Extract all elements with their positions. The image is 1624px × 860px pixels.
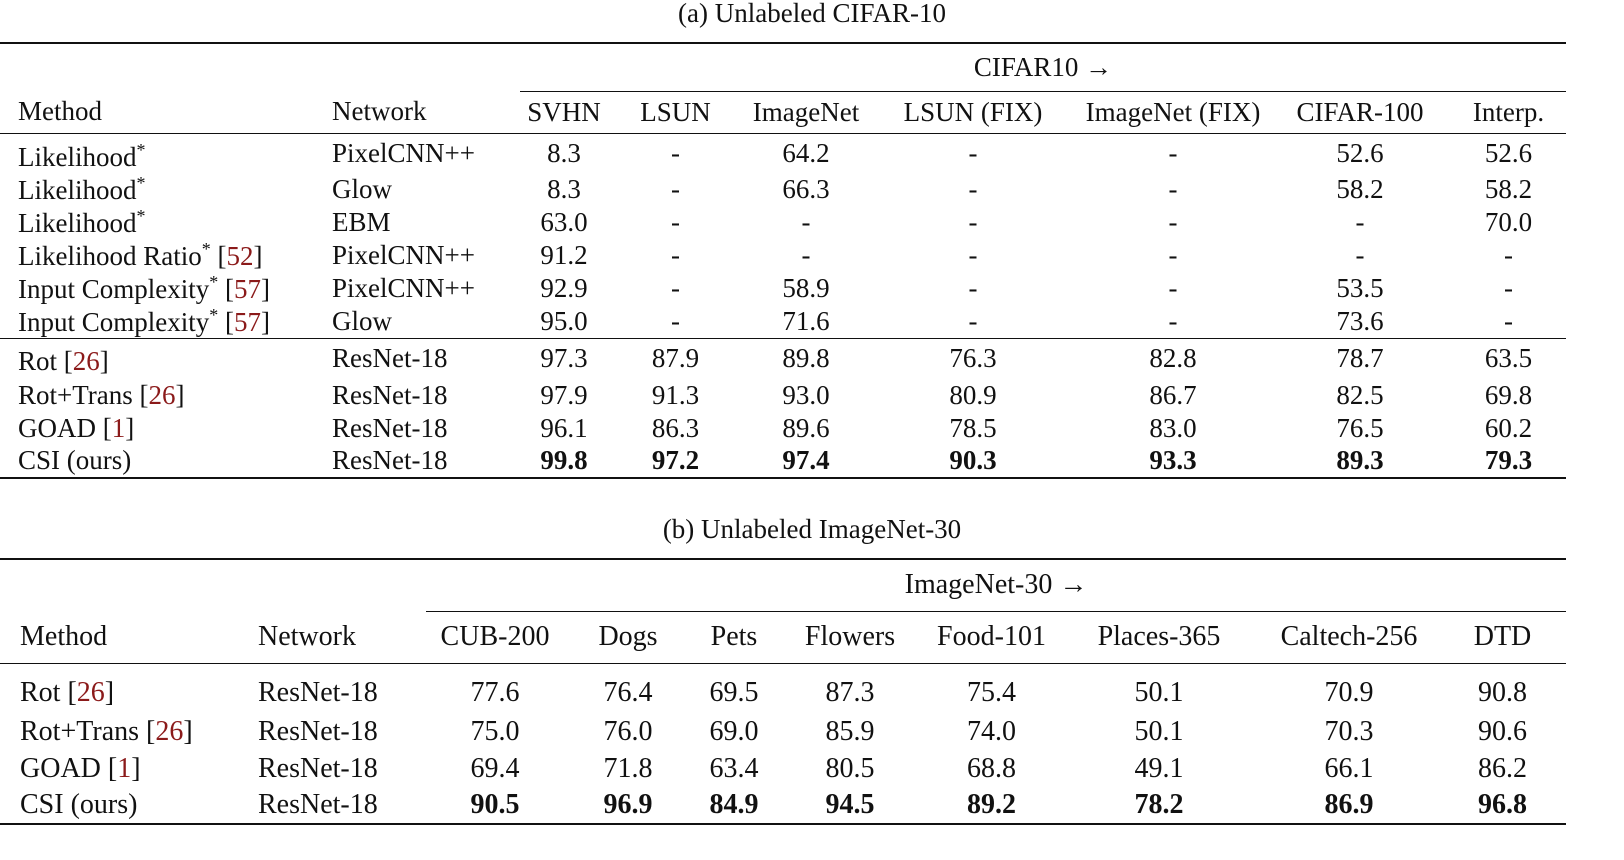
method-name: GOAD: [20, 752, 101, 784]
column-header: Network: [332, 96, 427, 127]
table-row: [0, 412, 1566, 445]
value-cell: 79.3: [1484, 445, 1533, 475]
value-cell: -: [1504, 240, 1513, 270]
value-cell: -: [1504, 306, 1513, 336]
value-cell: 94.5: [825, 789, 875, 820]
method-name: Rot: [18, 346, 58, 377]
method-cell: [0, 445, 332, 478]
value-cell: -: [1168, 306, 1178, 336]
value-cell: 78.2: [1134, 789, 1184, 820]
value-cell: 99.8: [540, 445, 588, 475]
method-cell: Likelihood Ratio* [52]: [18, 239, 263, 271]
value-cell: -: [968, 174, 978, 204]
network-cell: ResNet-18: [258, 752, 378, 784]
table-row: [0, 379, 1566, 412]
citation-ref: 52: [226, 241, 254, 271]
value-cell: 66.1: [1324, 752, 1374, 784]
table-b-caption: (b) Unlabeled ImageNet-30: [662, 514, 962, 544]
value-cell: 60.2: [1484, 412, 1533, 443]
value-cell: 49.1: [1134, 752, 1184, 784]
method-cell: Rot+Trans [26]: [18, 379, 185, 410]
column-header: Caltech-256: [1280, 621, 1418, 652]
column-header: Method: [20, 620, 108, 652]
table-row: [0, 713, 1566, 750]
column-header: DTD: [1473, 621, 1532, 652]
table-row: [0, 305, 1566, 339]
value-cell: 95.0: [540, 306, 588, 336]
value-cell: 58.2: [1336, 174, 1384, 204]
citation-ref: 57: [234, 274, 261, 304]
table-row: [0, 272, 1566, 305]
value-cell: 70.0: [1484, 207, 1533, 237]
value-cell: -: [968, 306, 978, 336]
value-cell: 86.2: [1478, 752, 1527, 784]
citation-ref: 57: [234, 307, 261, 337]
table-a: [0, 42, 1566, 479]
value-cell: -: [1168, 273, 1178, 303]
value-cell: 86.9: [1324, 789, 1374, 820]
table-row: [0, 173, 1566, 206]
value-cell: 92.9: [540, 273, 588, 303]
method-cell: GOAD [1]: [20, 752, 141, 784]
network-cell: ResNet-18: [332, 379, 448, 410]
value-cell: 97.2: [651, 445, 700, 475]
value-cell: 93.0: [782, 379, 830, 410]
column-header: Network: [258, 620, 356, 652]
value-cell: 89.3: [1336, 445, 1384, 475]
value-cell: 78.7: [1336, 343, 1384, 374]
value-cell: 71.6: [782, 306, 830, 336]
value-cell: 82.8: [1149, 343, 1197, 374]
citation-ref: 1: [117, 752, 132, 784]
value-cell: -: [671, 273, 680, 303]
table-row: [0, 787, 1566, 824]
method-star: *: [136, 173, 146, 193]
network-cell: ResNet-18: [258, 715, 378, 747]
method-star: *: [209, 272, 219, 292]
network-cell: Glow: [332, 174, 392, 204]
column-header: Dogs: [598, 621, 658, 652]
citation-ref: 26: [76, 677, 105, 709]
value-cell: 97.9: [540, 379, 588, 410]
value-cell: -: [671, 207, 680, 237]
value-cell: 69.5: [709, 677, 759, 709]
value-cell: 90.8: [1478, 677, 1527, 709]
value-cell: 76.4: [603, 677, 653, 709]
value-cell: 89.8: [782, 343, 830, 374]
value-cell: 90.5: [470, 789, 520, 820]
value-cell: 80.5: [825, 752, 875, 784]
method-cell: [0, 787, 238, 824]
method-cell: [0, 206, 332, 239]
value-cell: 77.6: [470, 677, 520, 709]
value-cell: 8.3: [547, 137, 581, 168]
table-b: [0, 558, 1566, 825]
value-cell: -: [968, 240, 978, 270]
value-cell: -: [671, 137, 680, 168]
column-header: ImageNet (FIX): [1085, 96, 1261, 127]
value-cell: 76.5: [1336, 412, 1384, 443]
network-cell: EBM: [332, 207, 391, 237]
value-cell: 89.2: [967, 789, 1016, 820]
method-name: Rot+Trans: [18, 379, 133, 410]
network-cell: ResNet-18: [258, 677, 378, 709]
value-cell: 85.9: [825, 715, 875, 747]
table-a-caption: (a) Unlabeled CIFAR-10: [678, 0, 946, 28]
value-cell: 69.0: [709, 715, 759, 747]
method-cell: Rot [26]: [18, 346, 109, 377]
value-cell: 68.8: [967, 752, 1016, 784]
method-name: Likelihood: [18, 208, 137, 238]
citation-ref: 26: [148, 379, 176, 410]
value-cell: 52.6: [1336, 137, 1384, 168]
method-cell: [0, 133, 332, 173]
value-cell: 52.6: [1484, 137, 1533, 168]
value-cell: 84.9: [709, 789, 759, 820]
value-cell: 91.2: [540, 240, 588, 270]
value-cell: 50.1: [1134, 677, 1184, 709]
method-name: Likelihood Ratio: [18, 241, 202, 271]
column-header: Method: [18, 96, 102, 127]
method-star: *: [136, 139, 146, 160]
value-cell: 66.3: [782, 174, 830, 204]
value-cell: -: [968, 273, 978, 303]
column-header: CIFAR-100: [1296, 96, 1424, 127]
column-header: LSUN: [640, 96, 711, 127]
value-cell: 64.2: [782, 137, 830, 168]
value-cell: 76.3: [949, 343, 997, 374]
table-row: [0, 133, 1566, 173]
value-cell: -: [1504, 273, 1513, 303]
method-star: *: [201, 239, 211, 259]
network-cell: ResNet-18: [332, 445, 448, 475]
value-cell: 75.4: [967, 677, 1016, 709]
value-cell: 87.3: [825, 677, 875, 709]
method-name: Input Complexity: [18, 274, 210, 304]
column-header: Places-365: [1097, 621, 1221, 652]
table-a-group-header: CIFAR10 →: [520, 43, 1566, 91]
value-cell: -: [1355, 207, 1365, 237]
column-header: SVHN: [527, 96, 601, 127]
network-cell: PixelCNN++: [332, 137, 475, 168]
method-name: CSI (ours): [18, 445, 132, 475]
table-row: [0, 750, 1566, 787]
value-cell: 58.2: [1484, 174, 1533, 204]
value-cell: 91.3: [651, 379, 700, 410]
value-cell: 90.3: [949, 445, 997, 475]
value-cell: -: [671, 240, 680, 270]
table-row: [0, 339, 1566, 379]
value-cell: 63.0: [540, 207, 588, 237]
method-name: Rot+Trans: [20, 715, 140, 747]
method-name: GOAD: [18, 412, 96, 443]
method-name: Input Complexity: [18, 307, 210, 337]
method-name: Rot: [20, 677, 61, 709]
value-cell: 86.7: [1149, 379, 1197, 410]
value-cell: 97.3: [540, 343, 588, 374]
value-cell: 69.8: [1484, 379, 1533, 410]
citation-ref: 1: [111, 412, 126, 443]
network-cell: PixelCNN++: [332, 240, 475, 270]
column-header: Pets: [710, 621, 758, 652]
value-cell: 63.5: [1484, 343, 1533, 374]
column-header: ImageNet: [752, 96, 860, 127]
value-cell: 90.6: [1478, 715, 1527, 747]
value-cell: -: [671, 306, 680, 336]
method-cell: Input Complexity* [57]: [18, 305, 270, 337]
table-b-group-header: ImageNet-30 →: [426, 559, 1566, 611]
table-row: [0, 663, 1566, 713]
value-cell: 50.1: [1134, 715, 1184, 747]
column-header: Interp.: [1472, 96, 1545, 127]
method-cell: GOAD [1]: [18, 412, 135, 443]
value-cell: -: [801, 207, 811, 237]
network-cell: ResNet-18: [258, 789, 378, 820]
value-cell: 63.4: [709, 752, 759, 784]
value-cell: -: [968, 137, 978, 168]
network-cell: ResNet-18: [332, 412, 448, 443]
value-cell: -: [1168, 137, 1178, 168]
column-header: CUB-200: [440, 621, 550, 652]
method-cell: Rot [26]: [20, 677, 115, 709]
value-cell: 73.6: [1336, 306, 1384, 336]
method-cell: [0, 173, 332, 206]
value-cell: -: [1355, 240, 1365, 270]
value-cell: 89.6: [782, 412, 830, 443]
value-cell: 70.3: [1324, 715, 1374, 747]
column-header: LSUN (FIX): [903, 96, 1043, 127]
method-cell: Input Complexity* [57]: [18, 272, 270, 304]
value-cell: 58.9: [782, 273, 830, 303]
method-name: CSI (ours): [20, 789, 138, 820]
value-cell: 74.0: [967, 715, 1016, 747]
value-cell: 82.5: [1336, 379, 1384, 410]
table-row: [0, 445, 1566, 478]
network-cell: Glow: [332, 306, 392, 336]
value-cell: -: [671, 174, 680, 204]
method-name: Likelihood: [18, 141, 137, 172]
table-row: [0, 206, 1566, 239]
value-cell: 96.9: [603, 789, 653, 820]
value-cell: 53.5: [1336, 273, 1384, 303]
value-cell: 93.3: [1149, 445, 1197, 475]
value-cell: -: [1168, 207, 1178, 237]
method-star: *: [136, 206, 146, 226]
table-row: [0, 239, 1566, 272]
network-cell: ResNet-18: [332, 343, 448, 374]
value-cell: 96.8: [1478, 789, 1527, 820]
column-header: Food-101: [937, 621, 1046, 652]
value-cell: 76.0: [603, 715, 653, 747]
value-cell: 69.4: [470, 752, 520, 784]
value-cell: 71.8: [603, 752, 653, 784]
value-cell: -: [968, 207, 978, 237]
value-cell: -: [801, 240, 811, 270]
value-cell: 97.4: [782, 445, 830, 475]
value-cell: 86.3: [651, 412, 700, 443]
value-cell: -: [1168, 240, 1178, 270]
value-cell: 70.9: [1324, 677, 1374, 709]
value-cell: 80.9: [949, 379, 997, 410]
value-cell: 75.0: [470, 715, 520, 747]
value-cell: 83.0: [1149, 412, 1197, 443]
value-cell: 78.5: [949, 412, 997, 443]
value-cell: 96.1: [540, 412, 588, 443]
network-cell: PixelCNN++: [332, 273, 475, 303]
column-header: Flowers: [804, 621, 896, 652]
value-cell: -: [1168, 174, 1178, 204]
method-name: Likelihood: [18, 175, 137, 205]
method-cell: Rot+Trans [26]: [20, 715, 193, 747]
method-star: *: [209, 305, 219, 325]
citation-ref: 26: [72, 346, 100, 377]
value-cell: 87.9: [651, 343, 700, 374]
value-cell: 8.3: [547, 174, 581, 204]
citation-ref: 26: [155, 715, 184, 747]
